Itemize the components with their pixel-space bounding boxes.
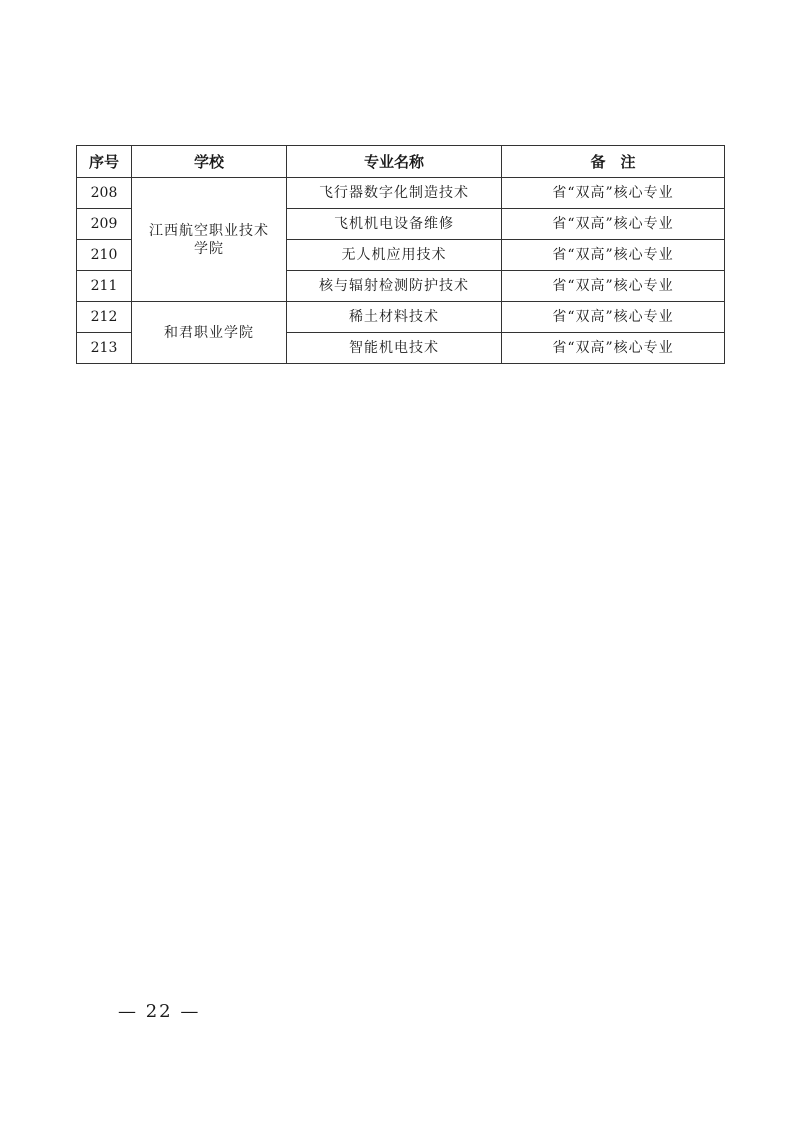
- school-name-line1: 和君职业学院: [164, 324, 254, 341]
- school-cell-hejun: [132, 302, 287, 364]
- school-cell-jiangxi-aviation: [132, 178, 287, 302]
- header-school: 学校: [132, 146, 287, 178]
- header-no: 序号: [77, 146, 132, 178]
- row-no: 212: [77, 302, 132, 333]
- note-cell: 省“双高”核心专业: [502, 209, 725, 240]
- major-cell: 稀土材料技术: [287, 302, 502, 333]
- major-cell: 核与辐射检测防护技术: [287, 271, 502, 302]
- page-number: — 22 —: [118, 1001, 201, 1022]
- major-cell: 无人机应用技术: [287, 240, 502, 271]
- note-cell: 省“双高”核心专业: [502, 333, 725, 364]
- row-no: 208: [77, 178, 132, 209]
- table-row: [77, 178, 725, 209]
- row-no: 210: [77, 240, 132, 271]
- note-cell: 省“双高”核心专业: [502, 240, 725, 271]
- header-major: 专业名称: [287, 146, 502, 178]
- table-header-row: [77, 146, 725, 178]
- school-name-line1: 江西航空职业技术: [149, 222, 269, 239]
- header-note: 备 注: [502, 146, 725, 178]
- major-cell: 飞机机电设备维修: [287, 209, 502, 240]
- major-cell: 飞行器数字化制造技术: [287, 178, 502, 209]
- row-no: 211: [77, 271, 132, 302]
- school-name-line2: 学院: [194, 240, 224, 257]
- majors-table-container: [76, 145, 724, 364]
- major-cell: 智能机电技术: [287, 333, 502, 364]
- row-no: 209: [77, 209, 132, 240]
- row-no: 213: [77, 333, 132, 364]
- note-cell: 省“双高”核心专业: [502, 178, 725, 209]
- note-cell: 省“双高”核心专业: [502, 271, 725, 302]
- majors-table: [76, 145, 725, 364]
- note-cell: 省“双高”核心专业: [502, 302, 725, 333]
- table-row: [77, 302, 725, 333]
